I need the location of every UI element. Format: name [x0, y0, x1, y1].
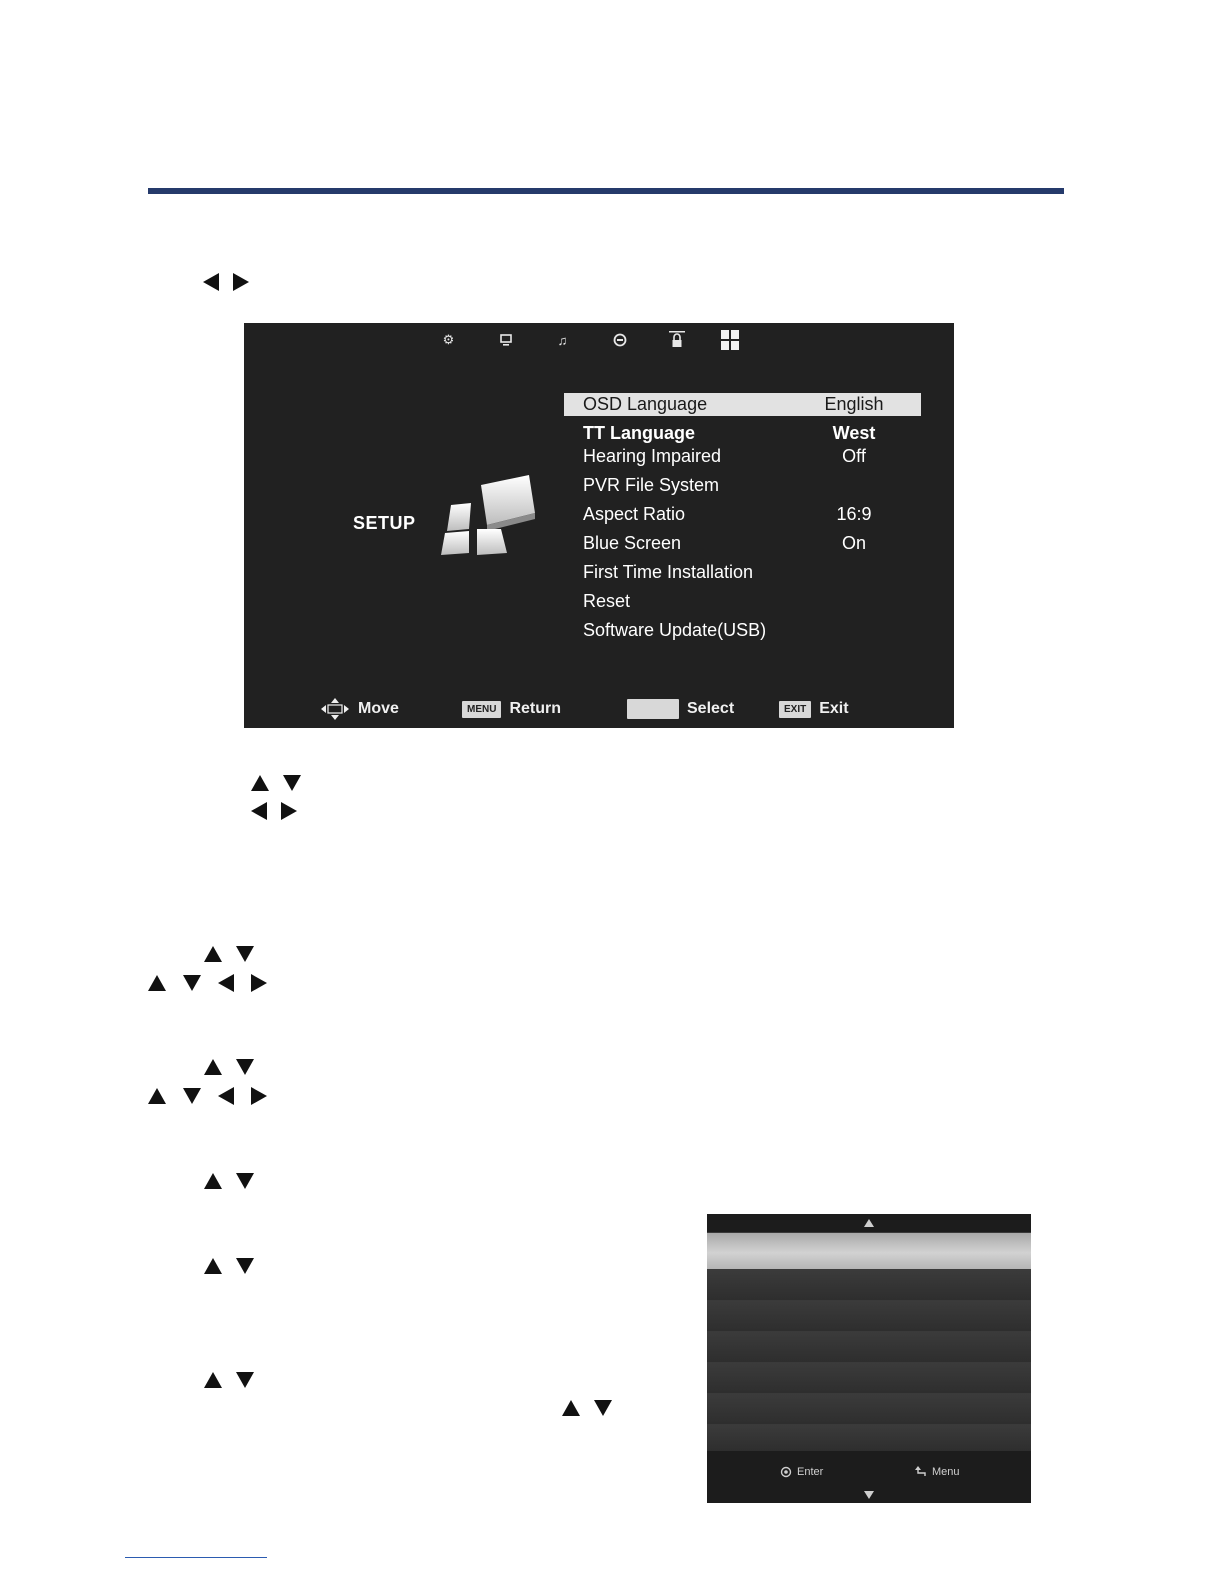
list-selection-screen: [707, 1214, 1031, 1503]
exit-label: Exit: [819, 700, 849, 717]
menu-row-osd-language[interactable]: [564, 393, 921, 416]
header-rule: [148, 188, 1064, 194]
menu-row-label: Blue Screen: [583, 533, 682, 553]
up-down-arrows: [204, 1372, 254, 1388]
list-item[interactable]: [707, 1393, 1031, 1424]
up-down-arrows: [251, 775, 301, 791]
down-arrow-icon: [594, 1400, 612, 1416]
menu-row-value: English: [824, 394, 884, 414]
menu-row-label: Reset: [583, 591, 631, 611]
scroll-up-indicator[interactable]: [707, 1214, 1031, 1232]
left-arrow-icon: [203, 273, 219, 291]
menu-row-first-time-installation[interactable]: [564, 561, 921, 584]
left-right-arrows: [251, 802, 297, 820]
up-arrow-icon: [562, 1400, 580, 1416]
menu-row-aspect-ratio[interactable]: [564, 503, 921, 526]
exit-key[interactable]: EXIT: [779, 701, 811, 718]
up-down-arrows: [204, 1059, 254, 1075]
lock-icon[interactable]: [648, 329, 705, 351]
exit-hint: [779, 695, 849, 723]
right-arrow-icon: [251, 1087, 267, 1105]
down-arrow-icon: [236, 1372, 254, 1388]
right-arrow-icon: [251, 974, 267, 992]
left-arrow-icon: [218, 974, 234, 992]
menu-label: Menu: [932, 1466, 960, 1478]
left-right-arrows: [203, 273, 249, 291]
up-down-arrows: [204, 1258, 254, 1274]
picture-gear-glyph: ⚙: [442, 332, 455, 347]
setup-grid-glyph: [721, 330, 739, 350]
down-arrow-icon: [236, 1173, 254, 1189]
menu-key[interactable]: MENU: [462, 701, 501, 718]
setup-blocks-icon: [437, 473, 537, 565]
clock-icon[interactable]: [591, 329, 648, 351]
menu-row-value: On: [841, 533, 866, 553]
picture-gear-icon[interactable]: [420, 329, 477, 351]
menu-row-value: Off: [842, 446, 866, 466]
up-down-arrows: [204, 1173, 254, 1189]
list-item-selected[interactable]: [707, 1232, 1031, 1269]
up-arrow-icon: [204, 1372, 222, 1388]
menu-row-value: 16:9: [836, 504, 872, 524]
up-arrow-icon: [204, 946, 222, 962]
select-hint: [627, 695, 734, 723]
list-item[interactable]: [707, 1424, 1031, 1451]
list-item[interactable]: [707, 1300, 1031, 1331]
mini-help-bar: [707, 1458, 1031, 1486]
four-way-arrows: [148, 1087, 267, 1105]
down-arrow-icon: [283, 775, 301, 791]
select-label: Select: [687, 700, 735, 717]
section-label: SETUP: [353, 513, 416, 533]
enter-hint: [780, 1466, 823, 1478]
menu-row-value: West: [832, 423, 876, 443]
right-arrow-icon: [233, 273, 249, 291]
music-glyph: ♫: [557, 332, 568, 348]
menu-row-label: Software Update(USB): [583, 620, 767, 640]
left-arrow-icon: [218, 1087, 234, 1105]
menu-row-label: Aspect Ratio: [583, 504, 686, 524]
return-label: Return: [509, 700, 562, 717]
up-down-arrows: [562, 1400, 612, 1416]
left-arrow-icon: [251, 802, 267, 820]
scroll-up-icon: [864, 1219, 874, 1227]
up-arrow-icon: [251, 775, 269, 791]
menu-row-software-update[interactable]: [564, 619, 921, 642]
menu-row-tt-language[interactable]: [564, 422, 921, 445]
up-arrow-icon: [148, 975, 166, 991]
menu-row-label: First Time Installation: [583, 562, 754, 582]
lock-glyph: [668, 330, 686, 350]
monitor-icon[interactable]: [477, 329, 534, 351]
menu-hint: [915, 1466, 960, 1478]
up-arrow-icon: [148, 1088, 166, 1104]
return-hint: [462, 695, 561, 723]
menu-row-pvr-file-system[interactable]: [564, 474, 921, 497]
clock-glyph: [613, 333, 627, 347]
menu-row-label: OSD Language: [583, 394, 708, 414]
down-arrow-icon: [236, 1059, 254, 1075]
menu-row-blue-screen[interactable]: [564, 532, 921, 555]
menu-tabs: [420, 329, 755, 351]
monitor-glyph: [499, 333, 513, 347]
back-arrow-icon: [915, 1466, 927, 1478]
move-hint: [320, 695, 399, 723]
list-item[interactable]: [707, 1331, 1031, 1362]
down-arrow-icon: [236, 1258, 254, 1274]
down-arrow-icon: [183, 975, 201, 991]
enter-icon: [780, 1466, 792, 1478]
down-arrow-icon: [183, 1088, 201, 1104]
music-note-icon[interactable]: [534, 329, 591, 351]
menu-row-reset[interactable]: [564, 590, 921, 613]
move-arrows-icon: [320, 697, 350, 721]
enter-label: Enter: [797, 1466, 824, 1478]
move-label: Move: [358, 700, 399, 717]
scroll-down-indicator[interactable]: [707, 1487, 1031, 1503]
setup-menu-screen: [244, 323, 954, 728]
list-item[interactable]: [707, 1362, 1031, 1393]
scroll-down-icon: [864, 1491, 874, 1499]
menu-row-label: PVR File System: [583, 475, 720, 495]
select-key[interactable]: [627, 699, 679, 719]
menu-row-hearing-impaired[interactable]: [564, 445, 921, 468]
menu-row-label: Hearing Impaired: [583, 446, 722, 466]
setup-grid-icon[interactable]: [705, 329, 755, 351]
footer-link-underline: [125, 1557, 267, 1558]
up-arrow-icon: [204, 1173, 222, 1189]
up-arrow-icon: [204, 1059, 222, 1075]
up-arrow-icon: [204, 1258, 222, 1274]
up-down-arrows: [204, 946, 254, 962]
list-item[interactable]: [707, 1269, 1031, 1300]
osd-help-bar: [244, 695, 954, 723]
menu-row-label: TT Language: [583, 423, 695, 443]
down-arrow-icon: [236, 946, 254, 962]
setup-options-list: [564, 393, 921, 642]
right-arrow-icon: [281, 802, 297, 820]
four-way-arrows: [148, 974, 267, 992]
